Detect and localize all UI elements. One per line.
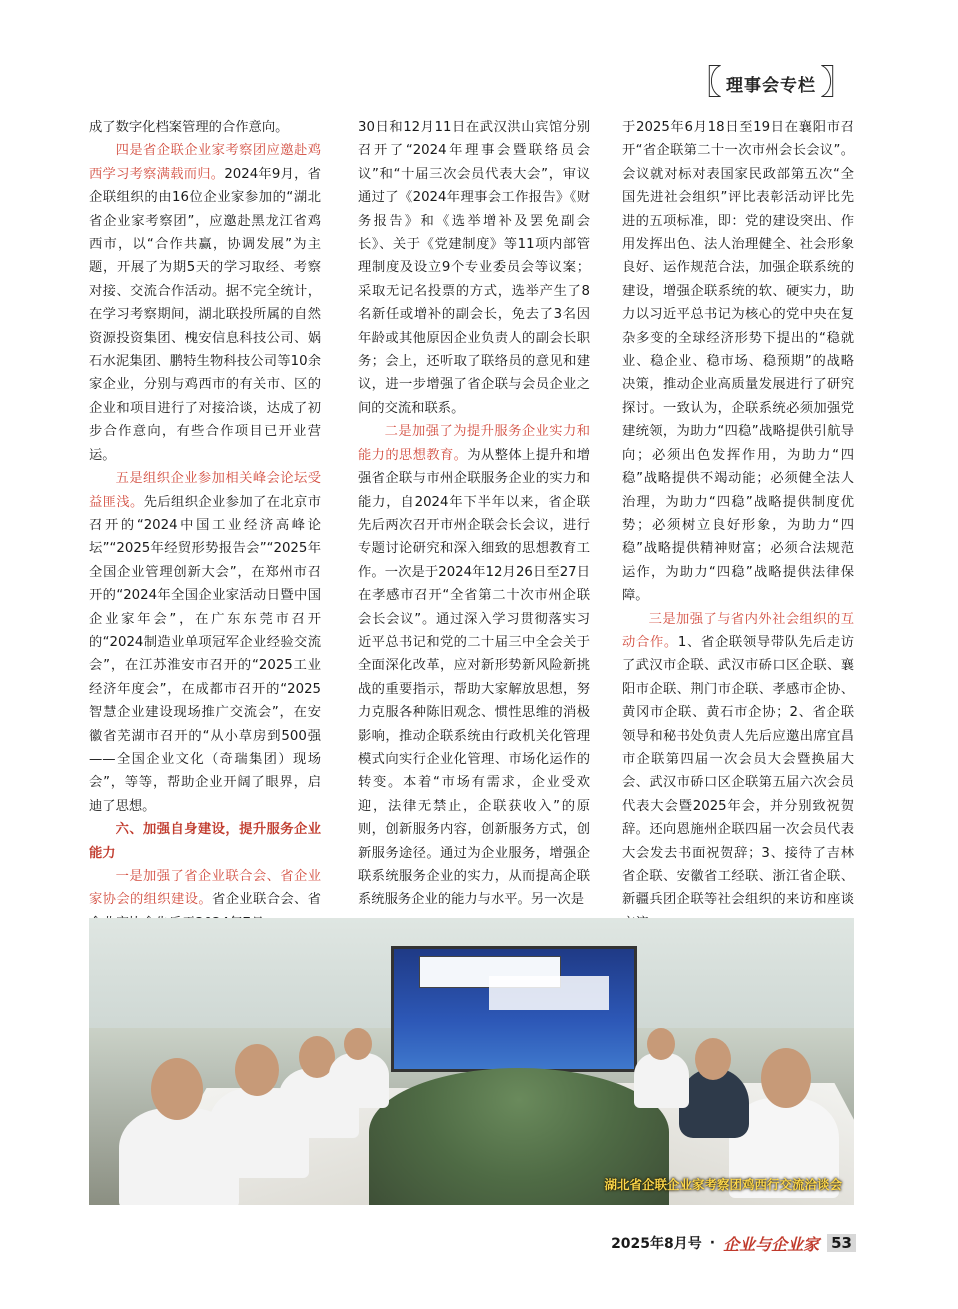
page-footer xyxy=(611,1232,856,1254)
photo-person xyxy=(634,1053,689,1108)
paragraph xyxy=(622,608,854,936)
photo-screen-title-block xyxy=(489,976,609,1010)
section-heading: 六、加强自身建设，提升服务企业能力 xyxy=(89,822,321,861)
paragraph-lead: 三是加强了与省内外社会组织的互动合作。 xyxy=(622,611,854,650)
right-bracket-icon: 〗 xyxy=(820,63,854,103)
separator-dot: · xyxy=(709,1235,716,1251)
paragraph-body: 先后组织企业参加了在北京市召开的“2024中国工业经济高峰论坛”“2025年经贸形势报告会”“2025年全国企业管理创新大会”，在郑州市召开的“2024年全国企业家活动日暨中国企业家年会”，在广东东莞市召开的“2024制造业单项冠军企业经验交流会”，在江苏淮安市召开的“2025工业经济年度会”，在成都市召开的“2025智慧企业建设现场推广交流会”，在安徽省芜湖市召开的“从小草房到500强——全国企业文化（奇瑞集团）现场会”，等等，帮助企业开阔了眼界，启迪了思想。 xyxy=(89,494,322,814)
column-tag xyxy=(688,63,854,103)
text-column-3 xyxy=(622,116,854,935)
paragraph-lead: 四是省企联企业家考察团应邀赴鸡西学习考察满载而归。 xyxy=(89,143,321,182)
paragraph xyxy=(358,420,590,912)
paragraph-lead: 五是组织企业参加相关峰会论坛受益匪浅。 xyxy=(89,471,321,510)
photo-person-head xyxy=(761,1048,811,1108)
issue-date: 2025年8月号 xyxy=(611,1236,702,1252)
paragraph-body: 2024年9月，省企联组织的由16位企业家参加的“湖北省企业家考察团”，应邀赴黑龙江省鸡西市，以“合作共赢，协调发展”为主题，开展了为期5天的学习取经、考察对接、交流合作活动。据不完全统计，在学习考察期间，湖北联投所属的自然资源投资集团、槐安信息科技公司、娲石水泥集团、鹏特生物科技公司等10余家企业，分别与鸡西市的有关市、区的企业和项目进行了对接洽谈，达成了初步合作意向，有些合作项目已开业营运。 xyxy=(89,166,321,463)
paragraph: 30日和12月11日在武汉洪山宾馆分别召开了“2024年理事会暨联络员会议”和“十届三次会员代表大会”，审议通过了《2024年理事会工作报告》《财务报告》和《选举增补及罢免副会长》、关于《党建制度》等11项内部管理制度及设立9个专业委员会等议案；采取无记名投票的方式，选举产生了8名新任或增补的副会长，免去了3名因年龄或其他原因企业负责人的副会长职务；会上，还听取了联络员的意见和建议，进一步增强了省企联与会员企业之间的交流和联系。 xyxy=(358,120,590,416)
section-label: 理事会专栏 xyxy=(726,75,816,96)
photo-person-head xyxy=(151,1058,203,1120)
meeting-photo xyxy=(89,918,854,1205)
paragraph-body: 省企业联合会、省 xyxy=(212,892,322,908)
paragraph-body: 1、省企联领导带队先后走访了武汉市企联、武汉市硚口区企联、襄阳市企联、荆门市企联、孝感市企协、黄冈市企联、黄石市企协；2、省企联领导和秘书处负责人先后应邀出席宜昌市企联第四届一次会员大会暨换届大会、武汉市硚口区企联第五届六次会员代表大会暨2025年会，并分别致祝贺辞。还向恩施州企联四届一次会员代表大会发去书面祝贺辞；3、接待了吉林省企联、安徽省工经联、浙江省企联、新疆兵团企联等社会组织的来访和座谈 xyxy=(622,634,854,908)
paragraph xyxy=(89,467,321,818)
magazine-logo: 企业与企业家 xyxy=(723,1234,820,1254)
page-number: 53 xyxy=(827,1234,856,1252)
paragraph: 成了数字化档案管理的合作意向。 xyxy=(89,120,289,135)
paragraph-lead: 一是加强了省企业联合会、省企业家协会的组织建设。 xyxy=(89,869,321,908)
photo-person-head xyxy=(647,1028,675,1060)
text-column-2 xyxy=(358,116,590,912)
photo-person-head xyxy=(695,1038,731,1080)
photo-caption: 湖北省企联企业家考察团鸡西行交流洽谈会 xyxy=(604,1177,842,1192)
photo-person-head xyxy=(235,1044,279,1096)
left-bracket-icon: 〖 xyxy=(688,63,722,103)
text-column-1 xyxy=(89,116,321,935)
photo-person xyxy=(329,1053,389,1108)
paragraph xyxy=(89,139,321,467)
paragraph-body: 为从整体上提升和增强省企联与市州企联服务企业的实力和能力，自2024年下半年以来，省企联先后两次召开市州企联会长会议，进行专题讨论研究和深入细致的思想教育工作。一次是于2024年12月26日至27日在孝感市召开“全省第二十次市州企联会长会议”。通过深入学习贯彻落实习近平总书记和党的二十届三中全会关于全面深化改革，应对新形势新风险新挑战的重要指示，帮助大家解放思想，努力克服各种陈旧观念、惯性思维的消极影响，推动企联系统由行政机关化管理模式向实行企业化管理、市场化运作的转变。本着“市场有需求，企业受欢迎，法律无禁止，企联获收入”的原则，创新服务内容，创新服务方式，创新服务途径。通过为企业服务，增强企联系统服务企业的实力，从而提高企联系统服务企业的能力与水平。另一次是 xyxy=(358,447,591,908)
paragraph: 于2025年6月18日至19日在襄阳市召开“省企联第二十一次市州会长会议”。会议就对标对表国家民政部第五次“全国先进社会组织”评比表彰活动评比先进的五项标准，即：党的建设突出、作用发挥出色、法人治理健全、社会形象良好、运作规范合法，加强企联系统的建设，增强企联系统的软、硬实力，助力以习近平总书记为核心的党中央在复杂多变的全球经济形势下提出的“稳就业、稳企业、稳市场、稳预期”的战略决策，推动企业高质量发展进行了研究探讨。一致认为，企联系统必须加强党建统领，为助力“四稳”战略提供引航导向；必须出色发挥作用，为助力“四稳”战略提供不竭动能；必须健全法人治理，为助力“四稳”战略提供制度优势；必须树立良好形象，为助力“四稳”战略提供精神财富；必须合法规范运作，为助力“四稳”战略提供法律保障。 xyxy=(622,120,854,604)
paragraph-lead: 二是加强了为提升服务企业实力和能力的思想教育。 xyxy=(358,424,590,463)
photo-person-head xyxy=(344,1028,372,1060)
